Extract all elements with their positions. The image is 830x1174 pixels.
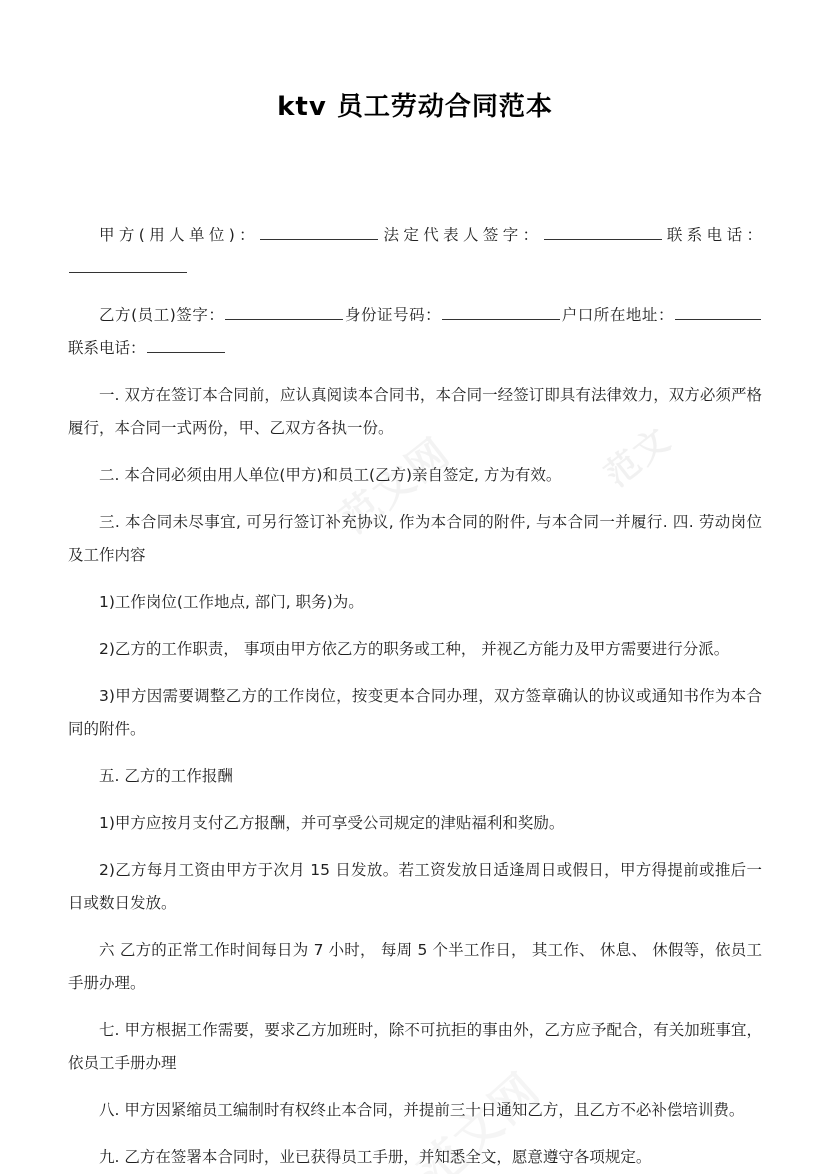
clause-paragraph: 三. 本合同未尽事宜, 可另行签订补充协议, 作为本合同的附件, 与本合同一并履行. 四. 劳动岗位及工作内容 [68,513,762,564]
clause-paragraph: 五. 乙方的工作报酬 [99,767,233,785]
party-b-fill-line [68,299,762,379]
party-a-legal-rep-blank[interactable] [544,224,662,240]
party-b-phone-blank[interactable] [147,337,225,353]
party-b-address-label: 户口所在地址： [561,306,674,324]
clause-paragraph: 九. 乙方在签署本合同时，业已获得员工手册，并知悉全文，愿意遵守各项规定。 [99,1148,652,1166]
party-b-signature-blank[interactable] [225,304,343,320]
clause-paragraph: 二. 本合同必须由用人单位(甲方)和员工(乙方)亲自签定, 方为有效。 [99,466,562,484]
party-b-signature-label: 乙方(员工)签字： [99,306,225,324]
clause-paragraph: 六 乙方的正常工作时间每日为 7 小时， 每周 5 个半工作日， 其工作、 休息、 休假等，依员工手册办理。 [68,941,762,992]
watermark-text: 范文 [597,419,679,496]
party-b-id-blank[interactable] [442,304,560,320]
party-b-address-blank[interactable] [675,304,761,320]
clause-paragraph: 七. 甲方根据工作需要，要求乙方加班时，除不可抗拒的事由外，乙方应予配合，有关加班事宜，依员工手册办理 [68,1021,762,1072]
clause-paragraph: 2)乙方的工作职责， 事项由甲方依乙方的职务或工种， 并视乙方能力及甲方需要进行分派。 [99,640,730,658]
party-b-phone-label: 联系电话： [68,339,146,357]
party-a-company-label: 甲方(用人单位)： [99,226,260,244]
party-a-phone-label: 联系电话： [662,226,762,244]
party-a-fill-line [68,219,762,299]
clause-paragraph: 1)甲方应按月支付乙方报酬，并可享受公司规定的津贴福利和奖励。 [99,814,565,832]
clause-paragraph: 3)甲方因需要调整乙方的工作岗位，按变更本合同办理，双方签章确认的协议或通知书作为本合同的附件。 [68,687,762,738]
party-a-legal-rep-label: 法定代表人签字： [379,226,543,244]
title-spacer [68,123,762,219]
party-a-phone-blank[interactable] [69,257,187,273]
party-a-company-blank[interactable] [260,224,378,240]
clause-paragraph: 一. 双方在签订本合同前，应认真阅读本合同书，本合同一经签订即具有法律效力，双方必须严格履行，本合同一式两份，甲、乙双方各执一份。 [68,386,762,437]
clause-paragraph: 1)工作岗位(工作地点, 部门, 职务)为。 [99,593,364,611]
party-b-id-label: 身份证号码： [344,306,442,324]
clause-paragraph: 八. 甲方因紧缩员工编制时有权终止本合同，并提前三十日通知乙方，且乙方不必补偿培训费。 [99,1101,745,1119]
page-title: ktv 员工劳动合同范本 [277,92,553,122]
clause-paragraph: 2)乙方每月工资由甲方于次月 15 日发放。若工资发放日适逢周日或假日，甲方得提前或推后一日或数日发放。 [68,861,762,912]
